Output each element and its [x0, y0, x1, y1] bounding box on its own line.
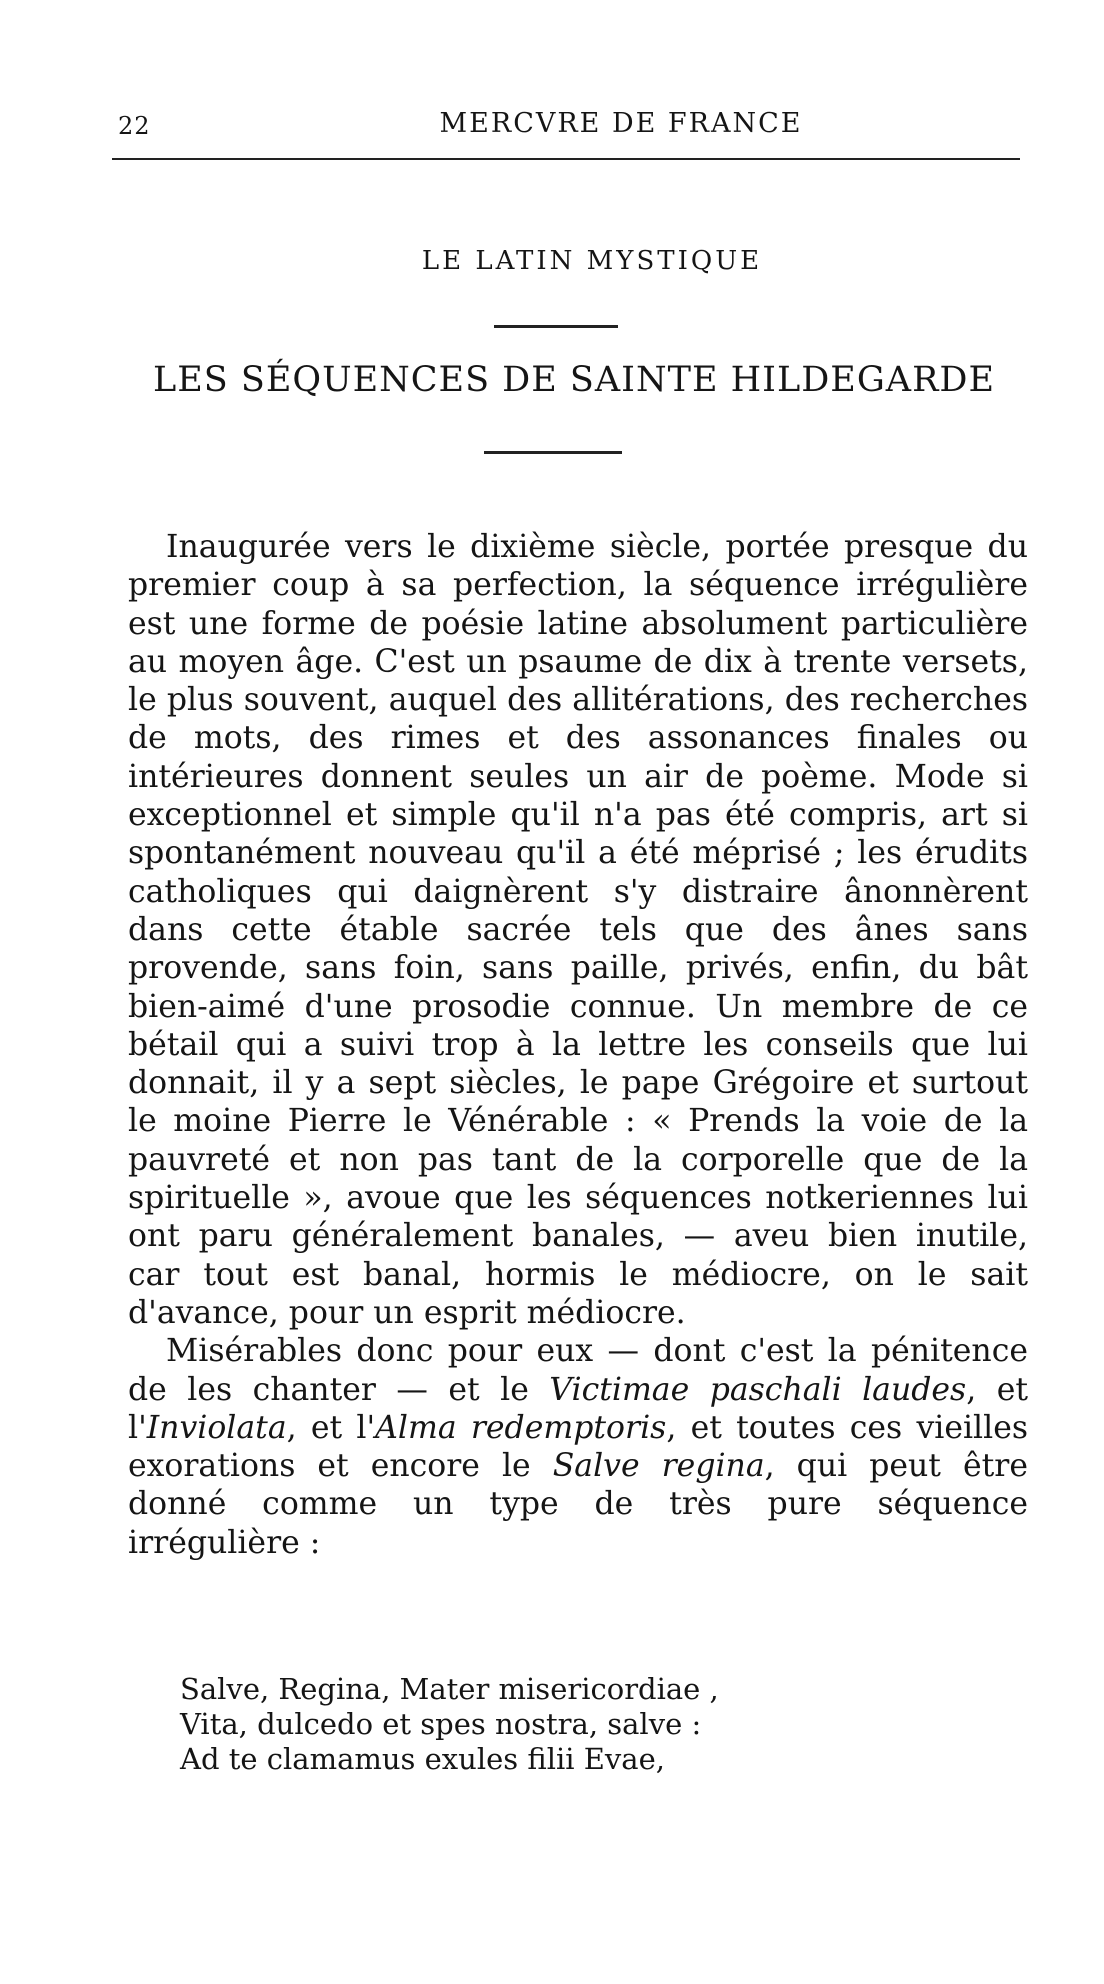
verse-quotation: [180, 1672, 719, 1777]
italic-title: Inviolata: [146, 1409, 287, 1446]
italic-title: Salve regina: [552, 1448, 765, 1485]
header-rule: [112, 158, 1020, 160]
italic-title: Victimae paschali laudes: [549, 1371, 967, 1408]
title-rule-bottom: [484, 451, 622, 454]
article-body: [128, 528, 1028, 1562]
journal-title: MERCVRE DE FRANCE: [439, 108, 803, 139]
running-header: [112, 106, 1020, 146]
title-rule-top: [494, 325, 618, 328]
paragraph: Misérables donc pour eux — dont c'est la pénitence de les chanter — et le Victimae paschali laudes, et l'Inviolata, et l'Alma redemptoris, et toutes ces vieilles exorations et encore le Salve regina, qui peut être donné comme un type de très pure séquence irrégulière :: [128, 1333, 1029, 1561]
verse-line: Salve, Regina, Mater misericordiae ,: [180, 1672, 719, 1706]
verse-line: Vita, dulcedo et spes nostra, salve :: [180, 1707, 702, 1741]
paragraph: Inaugurée vers le dixième siècle, portée presque du premier coup à sa perfection, la séquence irrégulière est une forme de poésie latine absolument particulière au moyen âge. C'est un psaume de dix à trente versets, le plus souvent, auquel des allitérations, des recherches de mots, des rimes et des assonances finales ou intérieures donnent seules un air de poème. Mode si exceptionnel et simple qu'il n'a pas été compris, art si spontanément nouveau qu'il a été méprisé ; les érudits catholiques qui daignèrent s'y distraire ânonnèrent dans cette étable sacrée tels que des ânes sans provende, sans foin, sans paille, privés, enfin, du bât bien-aimé d'une prosodie connue. Un membre de ce bétail qui a suivi trop à la lettre les conseils que lui donnait, il y a sept siècles, le pape Grégoire et surtout le moine Pierre le Vénérable : « Prends la voie de la pauvreté et non pas tant de la corporelle que de la spirituelle », avoue que les séquences notkeriennes lui ont paru généralement banales, — aveu bien inutile, car tout est banal, hormis le médiocre, on le sait d'avance, pour un esprit médiocre.: [128, 529, 1028, 1331]
page-number: 22: [118, 112, 151, 140]
italic-title: Alma redemptoris: [375, 1409, 667, 1446]
section-label: LE LATIN MYSTIQUE: [421, 246, 763, 276]
article-title: LES SÉQUENCES DE SAINTE HILDEGARDE: [152, 360, 996, 400]
verse-line: Ad te clamamus exules filii Evae,: [180, 1742, 665, 1776]
